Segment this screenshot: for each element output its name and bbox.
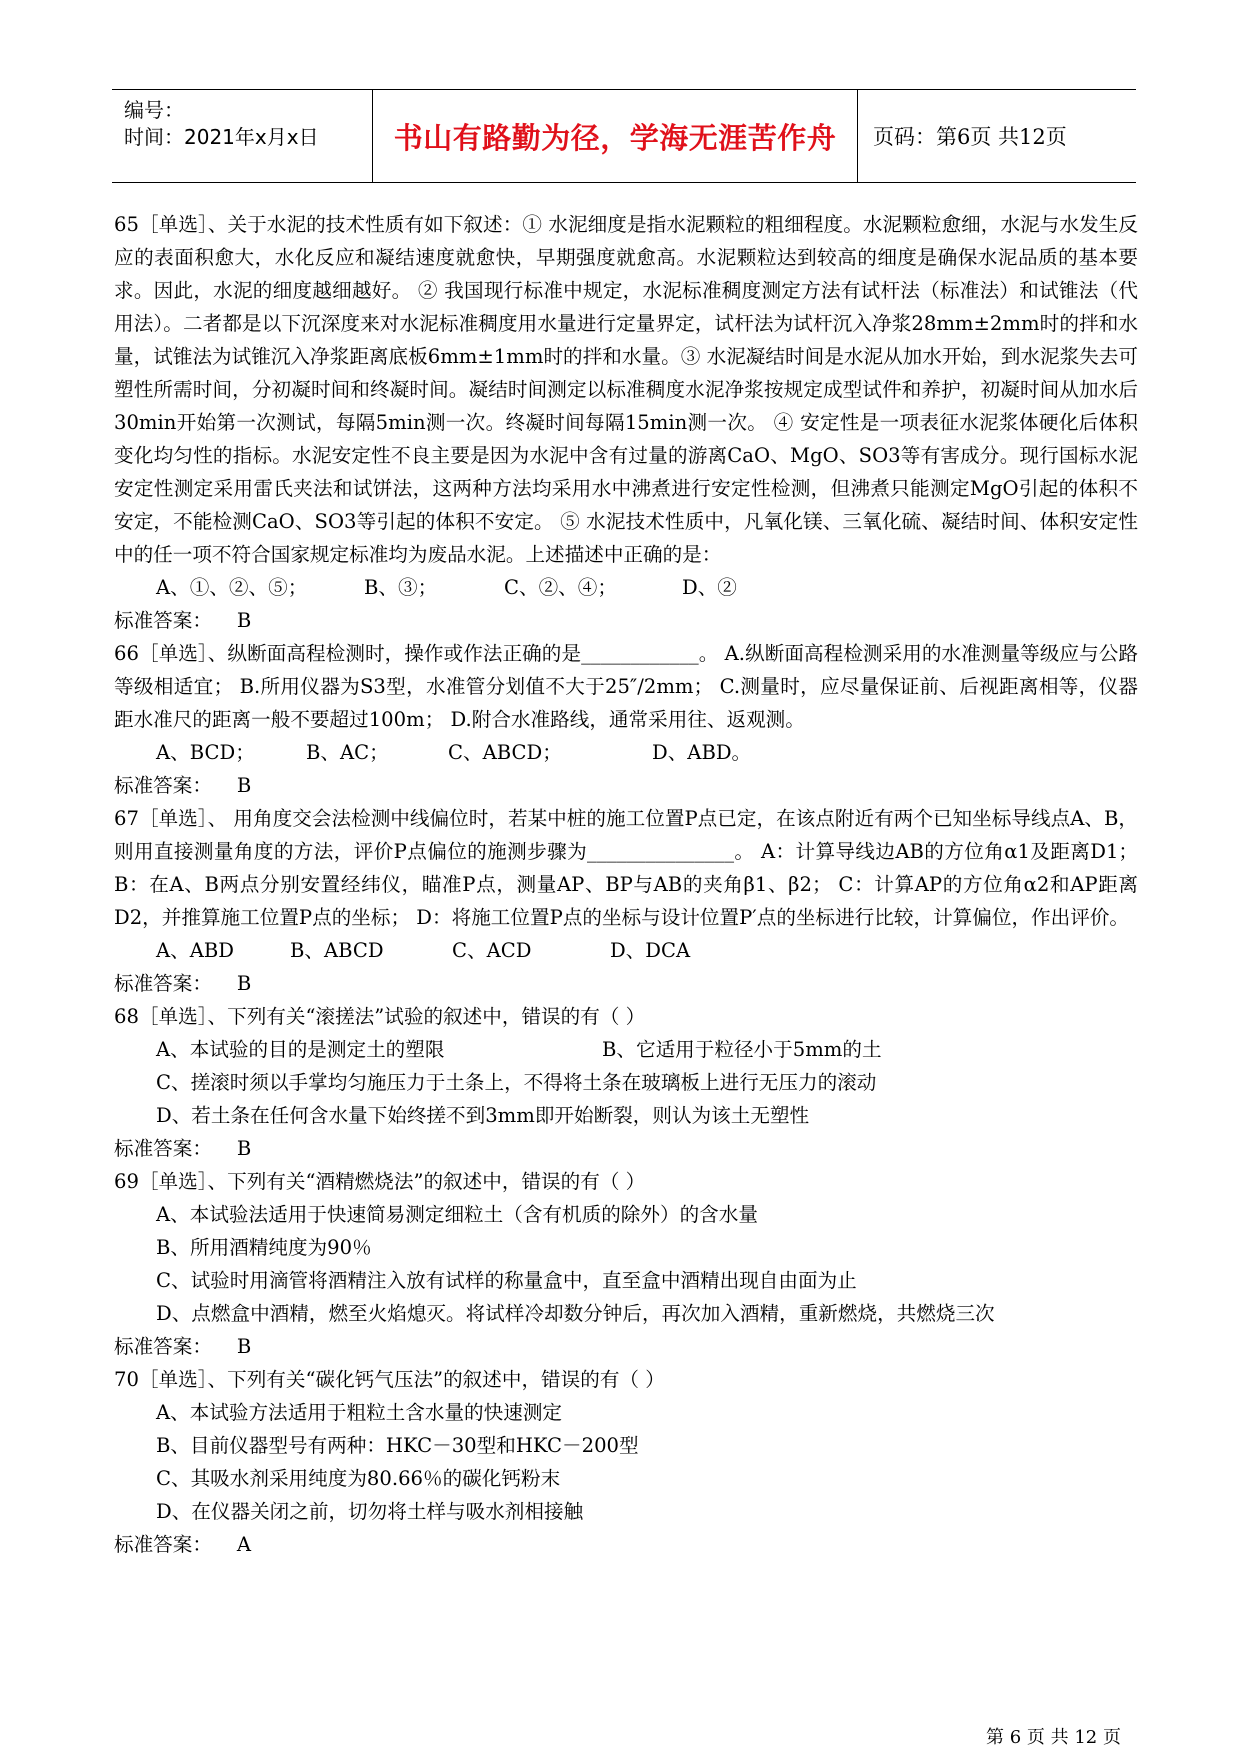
option: A、ABD xyxy=(156,939,235,962)
option: D、点燃盒中酒精，燃至火焰熄灭。将试样冷却数分钟后，再次加入酒精，重新燃烧，共燃烧三次 xyxy=(156,1302,995,1325)
answer-line: 标准答案： A xyxy=(114,1533,252,1556)
page-footer: 第 6 页 共 12 页 xyxy=(986,1727,1121,1748)
option: C、其吸水剂采用纯度为80.66％的碳化钙粉末 xyxy=(156,1467,561,1490)
option: B、AC； xyxy=(306,741,389,764)
page-header xyxy=(112,89,1136,183)
question-stem: 66［单选］、纵断面高程检测时，操作或作法正确的是____________。 A.纵断面高程检测采用的水准测量等级应与公路等级相适宜； B.所用仪器为S3型，水准管分划值不大于25″/2mm； C.测量时，应尽量保证前、后视距离相等，仪器距水准尺的距离一般不要超过100m； D.附合水准路线，通常采用往、返观测。 xyxy=(114,642,1138,731)
option: A、①、②、⑤； xyxy=(156,576,308,599)
option: C、②、④； xyxy=(504,576,617,599)
question-stem: 67［单选］、 用角度交会法检测中线偏位时，若某中桩的施工位置P点已定，在该点附近有两个已知坐标导线点A、B，则用直接测量角度的方法，评价P点偏位的施测步骤为_______________。 A：计算导线边AB的方位角α1及距离D1；B：在A、B两点分别安置经纬仪，瞄准P点，测量AP、BP与AB的夹角β1、β2； C：计算AP的方位角α2和AP距离D2，并推算施工位置P点的坐标； D：将施工位置P点的坐标与设计位置P′点的坐标进行比较，计算偏位，作出评价。 xyxy=(114,807,1138,929)
option-row xyxy=(114,1033,1138,1066)
option: D、在仪器关闭之前，切勿将土样与吸水剂相接触 xyxy=(156,1500,584,1523)
question-list xyxy=(114,208,1138,1561)
option: A、BCD； xyxy=(156,741,255,764)
option: B、所用酒精纯度为90％ xyxy=(156,1236,372,1259)
option: C、ABCD； xyxy=(448,741,562,764)
option: C、ACD xyxy=(452,939,532,962)
option: A、本试验的目的是测定土的塑限 xyxy=(156,1038,445,1061)
option: C、搓滚时须以手掌均匀施压力于土条上，不得将土条在玻璃板上进行无压力的滚动 xyxy=(156,1071,877,1094)
header-meta xyxy=(112,90,372,182)
option: D、ABD。 xyxy=(652,741,752,764)
answer-line: 标准答案： B xyxy=(114,972,252,995)
option: B、它适用于粒径小于5mm的土 xyxy=(602,1038,882,1061)
document-time-label: 时间：2021年x月x日 xyxy=(124,125,319,149)
question-stem: 68［单选］、下列有关“滚搓法”试验的叙述中，错误的有（ ） xyxy=(114,1005,646,1028)
question-stem: 65［单选］、关于水泥的技术性质有如下叙述：① 水泥细度是指水泥颗粒的粗细程度。水泥颗粒愈细，水泥与水发生反应的表面积愈大，水化反应和凝结速度就愈快，早期强度就愈高。水泥颗粒达到较高的细度是确保水泥品质的基本要求。因此，水泥的细度越细越好。 ② 我国现行标准中规定，水泥标准稠度测定方法有试杆法（标准法）和试锥法（代用法）。二者都是以下沉深度来对水泥标准稠度用水量进行定量界定，试杆法为试杆沉入净浆28mm±2mm时的拌和水量，试锥法为试锥沉入净浆距离底板6mm±1mm时的拌和水量。③ 水泥凝结时间是水泥从加水开始，到水泥浆失去可塑性所需时间，分初凝时间和终凝时间。凝结时间测定以标准稠度水泥净浆按规定成型试件和养护，初凝时间从加水后30min开始第一次测试，每隔5min测一次。终凝时间每隔15min测一次。 ④ 安定性是一项表征水泥浆体硬化后体积变化均匀性的指标。水泥安定性不良主要是因为水泥中含有过量的游离CaO、MgO、SO3等有害成分。现行国标水泥安定性测定采用雷氏夹法和试饼法，这两种方法均采用水中沸煮进行安定性检测，但沸煮只能测定MgO引起的体积不安定，不能检测CaO、SO3等引起的体积不安定。 ⑤ 水泥技术性质中，凡氧化镁、三氧化硫、凝结时间、体积安定性中的任一项不符合国家规定标准均为废品水泥。上述描述中正确的是： xyxy=(114,213,1138,566)
option: A、本试验法适用于快速简易测定细粒土（含有机质的除外）的含水量 xyxy=(156,1203,758,1226)
option: C、试验时用滴管将酒精注入放有试样的称量盒中，直至盒中酒精出现自由面为止 xyxy=(156,1269,857,1292)
option: D、DCA xyxy=(610,939,691,962)
option-row xyxy=(114,571,1138,604)
header-motto-cell xyxy=(372,90,858,182)
answer-line: 标准答案： B xyxy=(114,774,252,797)
option: A、本试验方法适用于粗粒土含水量的快速测定 xyxy=(156,1401,563,1424)
document-number-label: 编号： xyxy=(124,98,184,122)
header-page-cell xyxy=(857,90,1136,182)
option: D、若土条在任何含水量下始终搓不到3mm即开始断裂，则认为该土无塑性 xyxy=(156,1104,810,1127)
question-stem: 70［单选］、下列有关“碳化钙气压法”的叙述中，错误的有（ ） xyxy=(114,1368,665,1391)
question-stem: 69［单选］、下列有关“酒精燃烧法”的叙述中，错误的有（ ） xyxy=(114,1170,646,1193)
option: B、目前仪器型号有两种：HKC－30型和HKC－200型 xyxy=(156,1434,639,1457)
header-motto: 书山有路勤为径，学海无涯苦作舟 xyxy=(393,120,837,155)
option: D、② xyxy=(682,576,737,599)
option-row xyxy=(114,934,1138,967)
header-page-info: 页码：第6页 共12页 xyxy=(873,125,1067,149)
option-row xyxy=(114,736,1138,769)
option: B、③； xyxy=(364,576,438,599)
answer-line: 标准答案： B xyxy=(114,1335,252,1358)
answer-line: 标准答案： B xyxy=(114,1137,252,1160)
answer-line: 标准答案： B xyxy=(114,609,252,632)
option: B、ABCD xyxy=(290,939,384,962)
